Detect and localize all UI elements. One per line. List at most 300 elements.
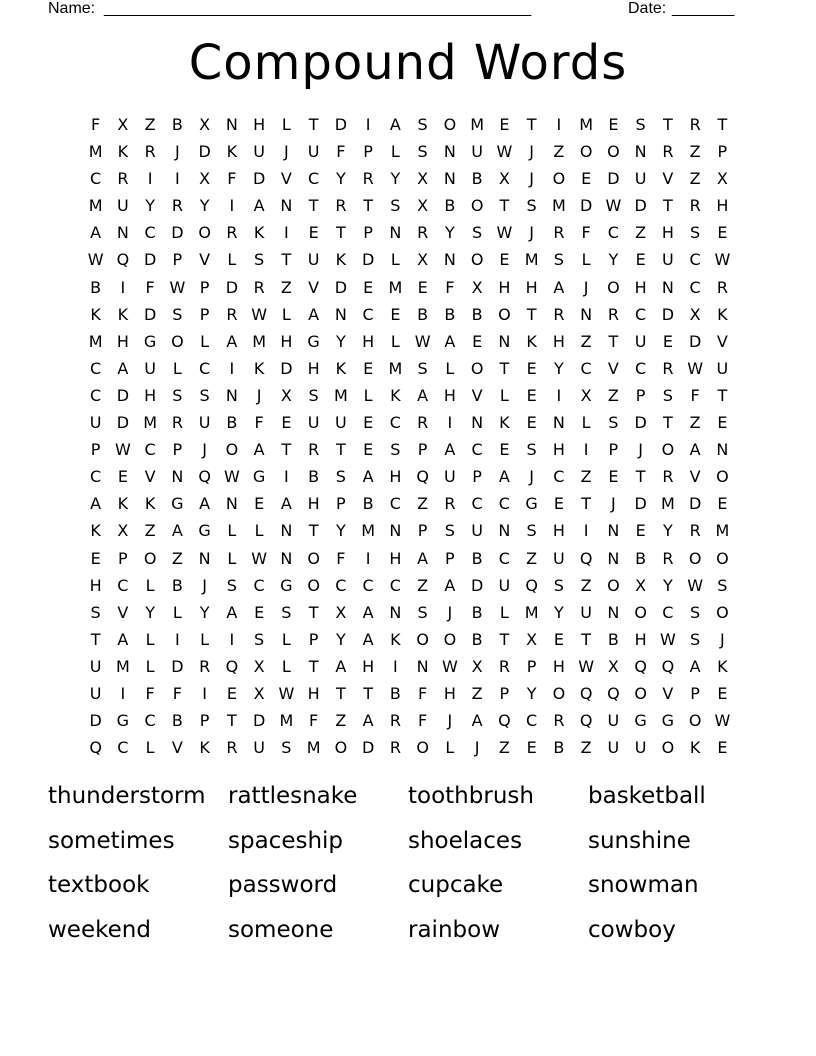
grid-letter: F xyxy=(145,277,155,297)
grid-letter: L xyxy=(445,358,455,378)
grid-letter: P xyxy=(445,548,455,568)
grid-letter: R xyxy=(689,115,701,134)
grid-letter: S xyxy=(172,385,183,405)
grid-row xyxy=(82,382,736,409)
grid-letter: R xyxy=(716,277,728,297)
grid-letter: L xyxy=(200,629,210,649)
grid-letter: M xyxy=(524,250,539,270)
grid-row xyxy=(82,626,736,653)
grid-letter: R xyxy=(171,196,183,216)
grid-letter: T xyxy=(363,196,374,216)
grid-letter: N xyxy=(116,223,129,243)
grid-letter: T xyxy=(308,115,319,134)
grid-letter: A xyxy=(335,656,347,676)
grid-letter: I xyxy=(120,277,126,297)
grid-letter: Q xyxy=(634,656,647,676)
grid-letter: U xyxy=(307,250,320,270)
grid-letter: C xyxy=(662,602,674,622)
grid-letter: V xyxy=(280,169,292,189)
grid-letter: S xyxy=(608,413,619,433)
grid-letter: Q xyxy=(498,711,511,731)
grid-letter: A xyxy=(253,440,265,460)
grid-letter: X xyxy=(117,521,129,541)
grid-letter: A xyxy=(362,629,374,649)
grid-letter: Z xyxy=(635,223,647,243)
grid-letter: S xyxy=(444,521,455,541)
grid-letter: C xyxy=(335,575,347,595)
grid-row xyxy=(82,111,736,138)
grid-letter: E xyxy=(717,413,728,433)
grid-letter: Y xyxy=(662,521,673,541)
grid-letter: R xyxy=(171,413,183,433)
grid-letter: M xyxy=(88,331,103,351)
grid-letter: P xyxy=(199,304,210,324)
grid-letter: S xyxy=(635,115,646,134)
grid-letter: E xyxy=(390,304,401,324)
grid-letter: E xyxy=(553,494,564,514)
grid-letter: U xyxy=(607,738,620,758)
grid-letter: I xyxy=(175,169,180,189)
grid-letter: N xyxy=(661,277,674,297)
grid-letter: H xyxy=(716,196,729,216)
grid-letter: E xyxy=(717,494,728,514)
grid-letter: B xyxy=(171,115,183,134)
grid-letter: Q xyxy=(607,683,620,703)
name-label: Name: xyxy=(48,0,96,17)
grid-letter: K xyxy=(526,331,537,351)
grid-letter: W xyxy=(278,683,295,703)
grid-letter: B xyxy=(471,629,483,649)
grid-letter: L xyxy=(581,413,591,433)
grid-letter: D xyxy=(143,304,157,324)
grid-letter: O xyxy=(171,331,184,351)
grid-letter: A xyxy=(362,602,374,622)
grid-letter: U xyxy=(471,521,483,541)
grid-letter: E xyxy=(363,413,374,433)
grid-letter: P xyxy=(472,467,482,487)
grid-letter: V xyxy=(689,467,701,487)
grid-letter: V xyxy=(308,277,320,297)
grid-letter: B xyxy=(226,413,238,433)
grid-letter: T xyxy=(608,331,619,351)
grid-letter: R xyxy=(689,196,701,216)
grid-letter: R xyxy=(199,656,211,676)
grid-letter: R xyxy=(335,196,347,216)
grid-row xyxy=(82,463,736,490)
grid-letter: R xyxy=(253,277,265,297)
grid-letter: Q xyxy=(525,575,538,595)
grid-letter: I xyxy=(202,683,207,703)
page-title: Compound Words xyxy=(188,35,628,91)
word-list-item: someone xyxy=(228,916,334,943)
grid-letter: L xyxy=(390,250,400,270)
grid-letter: K xyxy=(253,358,265,378)
grid-letter: A xyxy=(362,711,374,731)
grid-letter: T xyxy=(281,250,292,270)
grid-letter: T xyxy=(281,440,292,460)
grid-letter: H xyxy=(634,629,647,649)
grid-letter: T xyxy=(335,683,346,703)
grid-letter: S xyxy=(417,115,428,134)
grid-letter: O xyxy=(552,169,566,189)
grid-letter: X xyxy=(417,250,429,270)
grid-letter: E xyxy=(417,277,428,297)
grid-letter: R xyxy=(144,142,156,162)
grid-letter: Q xyxy=(661,656,675,676)
grid-row xyxy=(82,653,736,680)
grid-letter: R xyxy=(662,548,674,568)
grid-letter: G xyxy=(525,494,538,514)
grid-letter: E xyxy=(553,629,564,649)
grid-letter: A xyxy=(226,602,238,622)
grid-letter: A xyxy=(444,440,456,460)
grid-letter: H xyxy=(307,494,320,514)
grid-letter: G xyxy=(143,331,157,351)
word-list-item: sunshine xyxy=(588,827,691,854)
grid-letter: S xyxy=(417,602,428,622)
grid-letter: U xyxy=(634,169,647,189)
grid-letter: H xyxy=(552,521,565,541)
grid-letter: N xyxy=(607,548,620,568)
grid-letter: R xyxy=(607,304,619,324)
grid-letter: F xyxy=(690,385,700,405)
grid-letter: L xyxy=(281,629,291,649)
grid-letter: U xyxy=(144,358,156,378)
grid-letter: E xyxy=(499,115,510,134)
grid-row xyxy=(82,274,736,301)
grid-letter: I xyxy=(284,223,289,243)
grid-letter: S xyxy=(553,575,564,595)
grid-letter: X xyxy=(199,169,211,189)
grid-letter: P xyxy=(172,440,183,460)
grid-row xyxy=(82,219,736,246)
grid-row xyxy=(82,517,736,544)
grid-letter: K xyxy=(717,304,728,324)
grid-letter: E xyxy=(499,250,510,270)
grid-letter: M xyxy=(361,521,376,541)
grid-letter: D xyxy=(143,250,157,270)
grid-letter: O xyxy=(716,548,729,568)
grid-row xyxy=(82,192,736,219)
grid-letter: T xyxy=(662,115,673,134)
grid-letter: K xyxy=(117,304,129,324)
grid-letter: A xyxy=(280,494,292,514)
grid-letter: A xyxy=(471,711,483,731)
grid-letter: N xyxy=(716,440,729,460)
grid-letter: Y xyxy=(390,169,401,189)
grid-letter: U xyxy=(716,358,729,378)
grid-letter: C xyxy=(689,277,701,297)
grid-letter: S xyxy=(417,358,428,378)
word-list-item: toothbrush xyxy=(408,783,534,809)
grid-letter: J xyxy=(638,440,643,460)
grid-letter: T xyxy=(717,385,728,405)
grid-letter: S xyxy=(308,385,319,405)
grid-letter: C xyxy=(389,575,401,595)
grid-letter: O xyxy=(198,223,211,243)
grid-letter: O xyxy=(416,629,429,649)
grid-letter: X xyxy=(417,169,429,189)
grid-letter: A xyxy=(689,440,701,460)
word-list-item: thunderstorm xyxy=(48,783,206,809)
grid-letter: R xyxy=(662,142,674,162)
grid-letter: X xyxy=(253,683,265,703)
grid-letter: Q xyxy=(116,250,130,270)
grid-letter: C xyxy=(308,169,320,189)
grid-letter: I xyxy=(229,358,235,378)
grid-letter: S xyxy=(526,440,537,460)
grid-letter: P xyxy=(635,385,646,405)
grid-letter: Z xyxy=(171,548,183,568)
grid-letter: E xyxy=(308,223,319,243)
grid-letter: U xyxy=(444,467,456,487)
grid-letter: O xyxy=(607,277,620,297)
grid-letter: F xyxy=(227,169,237,189)
grid-letter: X xyxy=(117,115,129,134)
grid-letter: S xyxy=(226,575,237,595)
grid-letter: O xyxy=(552,683,566,703)
grid-letter: H xyxy=(498,277,511,297)
grid-letter: L xyxy=(581,250,591,270)
grid-letter: H xyxy=(307,683,320,703)
grid-letter: D xyxy=(634,196,647,216)
grid-letter: T xyxy=(581,629,592,649)
grid-letter: Z xyxy=(144,521,156,541)
grid-letter: R xyxy=(308,440,320,460)
grid-letter: A xyxy=(253,196,265,216)
grid-letter: E xyxy=(635,521,646,541)
grid-letter: X xyxy=(607,656,619,676)
grid-letter: R xyxy=(417,413,429,433)
grid-letter: X xyxy=(253,656,265,676)
grid-letter: E xyxy=(254,602,265,622)
grid-letter: A xyxy=(199,494,211,514)
grid-letter: W xyxy=(714,711,731,731)
grid-letter: M xyxy=(333,385,348,405)
grid-letter: G xyxy=(116,711,130,731)
grid-letter: H xyxy=(280,331,293,351)
grid-letter: H xyxy=(389,467,402,487)
grid-letter: M xyxy=(579,115,594,134)
grid-letter: W xyxy=(251,548,268,568)
grid-letter: Z xyxy=(689,413,701,433)
grid-letter: A xyxy=(117,629,129,649)
grid-letter: H xyxy=(443,385,456,405)
grid-letter: K xyxy=(335,250,347,270)
grid-letter: B xyxy=(171,575,183,595)
grid-letter: A xyxy=(308,304,320,324)
grid-letter: H xyxy=(443,683,456,703)
grid-letter: E xyxy=(526,358,537,378)
grid-letter: J xyxy=(175,142,180,162)
grid-letter: N xyxy=(389,602,402,622)
grid-letter: O xyxy=(498,304,511,324)
grid-letter: T xyxy=(717,115,728,134)
grid-letter: E xyxy=(90,548,101,568)
grid-letter: C xyxy=(362,304,374,324)
grid-letter: U xyxy=(335,413,347,433)
grid-letter: L xyxy=(281,115,291,134)
grid-letter: C xyxy=(117,575,129,595)
grid-letter: M xyxy=(115,656,130,676)
grid-letter: D xyxy=(252,711,266,731)
grid-letter: A xyxy=(226,331,238,351)
grid-letter: K xyxy=(226,142,238,162)
grid-letter: N xyxy=(443,142,456,162)
grid-letter: Z xyxy=(417,494,429,514)
grid-letter: L xyxy=(172,358,182,378)
grid-letter: S xyxy=(390,440,401,460)
grid-letter: U xyxy=(198,413,211,433)
grid-letter: S xyxy=(662,385,673,405)
grid-letter: K xyxy=(335,358,347,378)
grid-letter: I xyxy=(447,413,453,433)
grid-letter: N xyxy=(580,304,593,324)
grid-letter: H xyxy=(89,575,102,595)
grid-letter: T xyxy=(499,196,510,216)
grid-letter: D xyxy=(661,304,675,324)
grid-row xyxy=(82,599,736,626)
grid-letter: F xyxy=(91,115,101,134)
grid-letter: C xyxy=(471,440,483,460)
grid-letter: W xyxy=(714,250,731,270)
grid-letter: Y xyxy=(335,629,346,649)
header xyxy=(48,0,748,21)
grid-row xyxy=(82,355,736,382)
grid-letter: P xyxy=(417,440,428,460)
grid-letter: F xyxy=(336,142,346,162)
grid-letter: I xyxy=(229,629,235,649)
grid-letter: C xyxy=(117,738,129,758)
grid-letter: L xyxy=(227,548,237,568)
grid-letter: N xyxy=(171,467,184,487)
grid-letter: V xyxy=(471,385,483,405)
grid-letter: I xyxy=(147,169,153,189)
grid-letter: S xyxy=(335,467,346,487)
word-list-item: textbook xyxy=(48,872,150,898)
grid-letter: U xyxy=(662,250,674,270)
grid-letter: R xyxy=(226,738,238,758)
grid-letter: X xyxy=(716,169,728,189)
grid-letter: F xyxy=(336,548,346,568)
grid-letter: D xyxy=(634,413,647,433)
grid-letter: Y xyxy=(335,169,346,189)
grid-letter: G xyxy=(171,494,184,514)
grid-letter: L xyxy=(172,602,182,622)
grid-letter: G xyxy=(252,467,266,487)
grid-letter: Y xyxy=(199,602,210,622)
grid-letter: Z xyxy=(498,738,510,758)
grid-letter: D xyxy=(579,196,593,216)
grid-letter: J xyxy=(529,142,534,162)
grid-letter: Z xyxy=(580,467,592,487)
grid-letter: U xyxy=(117,196,129,216)
grid-letter: E xyxy=(117,467,128,487)
grid-letter: L xyxy=(390,331,400,351)
grid-letter: U xyxy=(580,602,592,622)
grid-letter: E xyxy=(717,223,728,243)
grid-letter: W xyxy=(87,250,104,270)
grid-letter: U xyxy=(89,656,102,676)
grid-letter: X xyxy=(498,169,510,189)
grid-letter: H xyxy=(552,331,565,351)
grid-letter: D xyxy=(116,413,130,433)
grid-letter: O xyxy=(143,548,157,568)
grid-letter: I xyxy=(556,385,562,405)
grid-letter: N xyxy=(443,250,456,270)
grid-letter: Y xyxy=(145,196,156,216)
grid-letter: H xyxy=(552,656,565,676)
grid-letter: O xyxy=(716,467,729,487)
grid-letter: L xyxy=(145,738,155,758)
grid-letter: J xyxy=(611,494,616,514)
grid-letter: D xyxy=(225,277,239,297)
grid-letter: T xyxy=(499,358,510,378)
grid-letter: B xyxy=(553,738,565,758)
grid-row xyxy=(82,572,736,599)
grid-letter: N xyxy=(280,521,293,541)
grid-letter: W xyxy=(605,196,622,216)
grid-letter: E xyxy=(526,413,537,433)
grid-letter: U xyxy=(634,738,647,758)
grid-letter: T xyxy=(226,711,237,731)
grid-letter: A xyxy=(90,494,102,514)
grid-letter: B xyxy=(417,304,429,324)
grid-letter: H xyxy=(525,277,538,297)
grid-letter: O xyxy=(688,711,702,731)
grid-letter: I xyxy=(120,683,126,703)
grid-letter: Q xyxy=(225,656,239,676)
grid-letter: W xyxy=(441,656,458,676)
grid-letter: R xyxy=(662,467,674,487)
grid-letter: X xyxy=(417,196,429,216)
grid-letter: A xyxy=(498,467,510,487)
grid-letter: B xyxy=(471,548,483,568)
grid-letter: P xyxy=(90,440,101,460)
grid-letter: C xyxy=(607,223,619,243)
grid-letter: Q xyxy=(89,738,102,758)
grid-letter: W xyxy=(169,277,186,297)
grid-letter: L xyxy=(227,521,237,541)
grid-letter: B xyxy=(444,304,456,324)
grid-letter: L xyxy=(281,304,291,324)
grid-letter: P xyxy=(336,494,346,514)
word-list-item: shoelaces xyxy=(408,827,523,854)
grid-letter: D xyxy=(634,494,647,514)
grid-row xyxy=(82,707,736,734)
grid-letter: Y xyxy=(553,602,564,622)
grid-letter: T xyxy=(335,440,346,460)
grid-letter: M xyxy=(88,142,103,162)
grid-letter: X xyxy=(580,385,592,405)
grid-letter: X xyxy=(526,629,538,649)
word-list-item: basketball xyxy=(588,783,706,809)
grid-letter: U xyxy=(307,413,320,433)
grid-letter: N xyxy=(634,142,647,162)
grid-letter: P xyxy=(118,548,128,568)
grid-letter: O xyxy=(225,440,239,460)
grid-letter: S xyxy=(90,602,101,622)
grid-letter: T xyxy=(581,494,592,514)
grid-letter: I xyxy=(583,440,589,460)
grid-letter: R xyxy=(553,711,565,731)
grid-letter: L xyxy=(200,331,210,351)
grid-letter: K xyxy=(390,385,401,405)
grid-letter: N xyxy=(498,331,511,351)
grid-row xyxy=(82,138,736,165)
grid-letter: O xyxy=(716,602,729,622)
grid-letter: E xyxy=(608,115,619,134)
